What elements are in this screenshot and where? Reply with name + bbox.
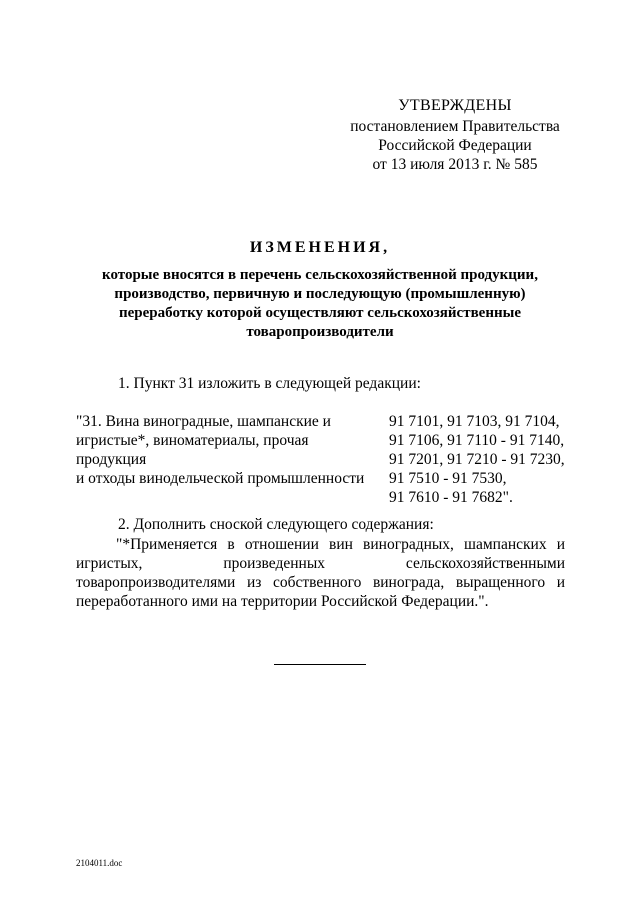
- product-line: "31. Вина виноградные, шампанские и: [76, 413, 331, 430]
- footnote-text: "*Применяется в отношении вин виноградных, шампанских и игристых, произведенных сельскохозяйственными товаропроизводителями из собственного винограда, выращенного и переработанного ими на территории Российской Федерации.".: [76, 536, 565, 610]
- approval-line: от 13 июля 2013 г. № 585: [372, 156, 538, 173]
- document-title: ИЗМЕНЕНИЯ,: [249, 239, 391, 256]
- item-2-text: 2. Дополнить сноской следующего содержания:: [118, 516, 434, 533]
- document-file-id: 2104011.doc: [76, 858, 123, 868]
- code-line: 91 7106, 91 7110 - 91 7140,: [389, 432, 565, 449]
- product-line: игристые*, виноматериалы, прочая продукция: [76, 432, 309, 468]
- item-1-text: 1. Пункт 31 изложить в следующей редакции:: [118, 375, 421, 392]
- code-line: 91 7201, 91 7210 - 91 7230,: [389, 451, 565, 468]
- subtitle-line: переработку которой осуществляют сельскохозяйственные: [119, 305, 521, 321]
- approval-line: постановлением Правительства: [350, 118, 560, 135]
- approval-stamp: УТВЕРЖДЕНЫ: [398, 97, 512, 114]
- separator-line: [274, 664, 366, 665]
- code-line: 91 7510 - 91 7530,: [389, 470, 507, 487]
- approval-line: Российской Федерации: [378, 137, 532, 154]
- subtitle-line: которые вносятся в перечень сельскохозяйственной продукции,: [102, 267, 538, 283]
- document-subtitle: [80, 266, 560, 342]
- product-codes: [389, 412, 579, 507]
- approval-block: [340, 96, 570, 174]
- code-line: 91 7610 - 91 7682".: [389, 489, 513, 506]
- product-description: [76, 412, 376, 488]
- subtitle-line: производство, первичную и последующую (промышленную): [114, 286, 526, 302]
- code-line: 91 7101, 91 7103, 91 7104,: [389, 413, 560, 430]
- subtitle-line: товаропроизводители: [246, 324, 394, 340]
- product-line: и отходы винодельческой промышленности: [76, 470, 365, 487]
